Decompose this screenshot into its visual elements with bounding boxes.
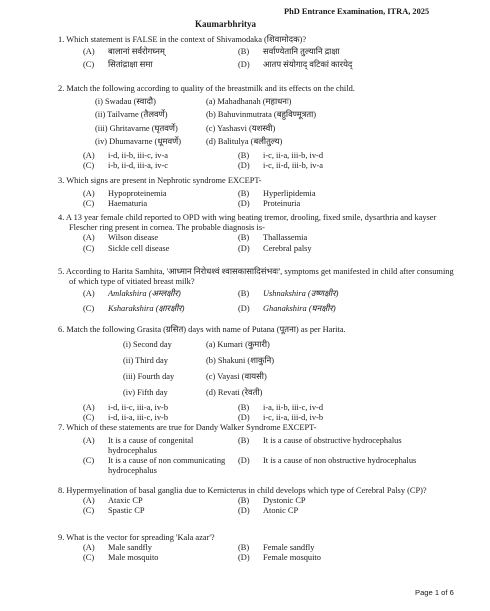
match-right: (d) Revati (रेवती) [206, 388, 263, 398]
option-text: Cerebral palsy [263, 243, 312, 253]
options-row [58, 233, 458, 243]
option-text: Hypoproteinemia [108, 189, 167, 199]
match-left: (iii) Fourth day [123, 372, 175, 382]
option-text: i-d, ii-c, iii-a, iv-b [108, 403, 169, 413]
option-label: (C) [83, 456, 95, 466]
match-left: (ii) Tailvarne (तैलवर्णे) [95, 110, 168, 120]
question-6 [58, 325, 458, 424]
option-text: Female sandfly [263, 543, 315, 553]
option-label: (B) [238, 289, 250, 299]
options-row [58, 199, 458, 209]
question-stem: 7. Which of these statements are true for Dandy Walker Syndrome EXCEPT- [58, 423, 317, 432]
options-row [58, 436, 458, 456]
option-text: Spastic CP [108, 506, 145, 516]
option-label: (B) [238, 403, 250, 413]
option-label: (C) [83, 553, 95, 563]
match-right: (c) Vayasi (वायसी) [206, 372, 267, 382]
option-text: It is a cause of non communicating hydrocephalus [108, 456, 226, 476]
option-label: (D) [238, 553, 250, 563]
section-title: Kaumarbhritya [195, 19, 257, 29]
option-label: (D) [238, 304, 250, 314]
options-row [58, 60, 458, 70]
exam-title: PhD Entrance Examination, ITRA, 2025 [284, 7, 430, 16]
option-label: (A) [83, 289, 95, 299]
options-row [58, 189, 458, 199]
options-row [58, 151, 458, 161]
options-row [58, 543, 458, 553]
match-right: (b) Shakuni (शाकुनि) [206, 356, 275, 366]
option-label: (C) [83, 199, 95, 209]
option-label: (B) [238, 436, 250, 446]
match-row [58, 137, 458, 151]
option-text: i-b, ii-d, iii-a, iv-c [108, 160, 169, 170]
question-2 [58, 84, 458, 171]
match-left: (iii) Ghritavarne (घृतवर्णे) [95, 123, 178, 133]
option-text: i-d, ii-b, iii-c, iv-a [108, 150, 169, 160]
match-row [58, 356, 458, 372]
question-stem: 1. Which statement is FALSE in the context of Shivamodaka (शिवामोदक)? [58, 35, 307, 44]
option-label: (C) [83, 160, 95, 170]
question-8 [58, 486, 458, 517]
question-5 [58, 267, 458, 317]
option-text: i-d, ii-a, iii-c, iv-b [108, 413, 169, 423]
question-3 [58, 176, 458, 210]
options-row [58, 456, 458, 476]
match-row [58, 97, 458, 110]
option-label: (B) [238, 543, 250, 553]
match-right: (a) Kumari (कुमारी) [206, 340, 270, 350]
match-row [58, 372, 458, 388]
question-stem: 4. A 13 year female child reported to OPD with wing beating tremor, drooling, fixed smile, dysarthria and kayser Flescher ring present in cornea. The probable diagnosis is- [58, 213, 437, 233]
option-text: Ushnakshira (उष्णक्षीर) [263, 289, 339, 299]
option-text: Ksharakshira (क्षारक्षीर) [108, 304, 185, 314]
question-9 [58, 533, 458, 564]
option-label: (B) [238, 189, 250, 199]
options-row [58, 161, 458, 171]
option-label: (A) [83, 403, 95, 413]
question-1 [58, 35, 458, 71]
option-label: (D) [238, 243, 250, 253]
option-text: सर्वाण्येतानि तुल्यानि द्राक्षा [263, 47, 340, 57]
option-text: Ghanakshira (घनक्षीर) [263, 304, 336, 314]
option-text: Dystonic CP [263, 496, 306, 506]
option-label: (B) [238, 496, 250, 506]
match-row [58, 388, 458, 403]
option-text: Amlakshira (अम्लक्षीर) [108, 289, 181, 299]
option-text: Hyperlipidemia [263, 189, 316, 199]
option-label: (C) [83, 304, 95, 314]
match-row [58, 110, 458, 124]
option-label: (A) [83, 436, 95, 446]
match-row [58, 124, 458, 138]
option-label: (C) [83, 243, 95, 253]
match-left: (iv) Fifth day [123, 388, 168, 398]
option-label: (D) [238, 160, 250, 170]
options-row [58, 403, 458, 413]
page-number: Page 1 of 6 [415, 588, 454, 597]
option-label: (B) [238, 150, 250, 160]
option-text: Male sandfly [108, 543, 152, 553]
option-text: Female mosquito [263, 553, 321, 563]
option-text: Male mosquito [108, 553, 159, 563]
option-text: सितांद्राक्षा समा [108, 60, 153, 70]
option-label: (D) [238, 506, 250, 516]
option-label: (D) [238, 199, 250, 209]
option-text: Sickle cell disease [108, 243, 170, 253]
question-stem: 2. Match the following according to quality of the breastmilk and its effects on the child. [58, 84, 355, 93]
options-row [58, 47, 458, 57]
option-label: (C) [83, 60, 95, 70]
question-stem: 9. What is the vector for spreading 'Kala azar'? [58, 533, 215, 542]
option-text: बालानां सर्वरोगघ्नम् [108, 47, 165, 57]
option-label: (C) [83, 413, 95, 423]
option-label: (A) [83, 233, 95, 243]
match-row [58, 340, 458, 356]
option-label: (C) [83, 506, 95, 516]
option-text: It is a cause of obstructive hydrocephalus [263, 436, 402, 446]
options-row [58, 304, 458, 317]
option-text: Haematuria [108, 199, 148, 209]
option-label: (A) [83, 189, 95, 199]
option-text: i-a, ii-b, iii-c, iv-d [263, 403, 324, 413]
option-label: (D) [238, 60, 250, 70]
option-text: आतप संयोगाद् वटिकां कारयेद् [263, 60, 353, 70]
match-left: (ii) Third day [123, 356, 168, 366]
option-text: Wilson disease [108, 233, 159, 243]
option-label: (A) [83, 543, 95, 553]
question-stem: 8. Hypermyelination of basal ganglia due to Kernicterus in child develops which type of Cerebral Palsy (CP)? [58, 486, 427, 495]
option-label: (B) [238, 47, 250, 57]
match-right: (c) Yashasvi (यशस्वी) [206, 123, 276, 133]
option-text: Ataxic CP [108, 496, 143, 506]
question-stem: 6. Match the following Grasita (ग्रसित) days with name of Putana (पूतना) as per Harita. [58, 325, 346, 334]
option-text: Thallassemia [263, 233, 308, 243]
option-label: (D) [238, 413, 250, 423]
option-label: (D) [238, 456, 250, 466]
match-left: (i) Swadau (स्वादौ) [95, 97, 156, 107]
options-row [58, 506, 458, 516]
option-label: (A) [83, 47, 95, 57]
options-row [58, 289, 458, 304]
option-text: i-c, ii-d, iii-b, iv-a [263, 160, 324, 170]
match-right: (b) Bahuvinmutrata (बहुविण्मूत्रता) [206, 110, 317, 120]
option-text: i-c, ii-a, iii-d, iv-b [263, 413, 324, 423]
option-label: (B) [238, 233, 250, 243]
question-stem: 5. According to Harita Samhita, 'आध्मान निरोधश्वं श्वासकासादिसंभवः', symptoms get manifested in child after consuming of which type of vitiated breast milk? [58, 267, 454, 287]
match-left: (iv) Dhumavarne (धूमवर्णे) [95, 137, 181, 147]
option-label: (A) [83, 496, 95, 506]
options-row [58, 496, 458, 506]
question-7 [58, 423, 458, 476]
options-row [58, 553, 458, 563]
question-stem: 3. Which signs are present in Nephrotic syndrome EXCEPT- [58, 176, 262, 185]
question-4 [58, 213, 458, 254]
option-label: (A) [83, 150, 95, 160]
option-text: Atonic CP [263, 506, 299, 516]
option-text: It is a cause of congenital hydrocephalus [108, 436, 194, 456]
match-left: (i) Second day [123, 340, 172, 350]
option-text: Proteinuria [263, 199, 301, 209]
options-row [58, 244, 458, 254]
option-text: i-c, ii-a, iii-b, iv-d [263, 150, 324, 160]
match-right: (d) Balitulya (बलीतुल्य) [206, 137, 283, 147]
option-text: It is a cause of non obstructive hydrocephalus [263, 456, 417, 466]
match-right: (a) Mahadhanah (महाधनः) [206, 97, 292, 107]
